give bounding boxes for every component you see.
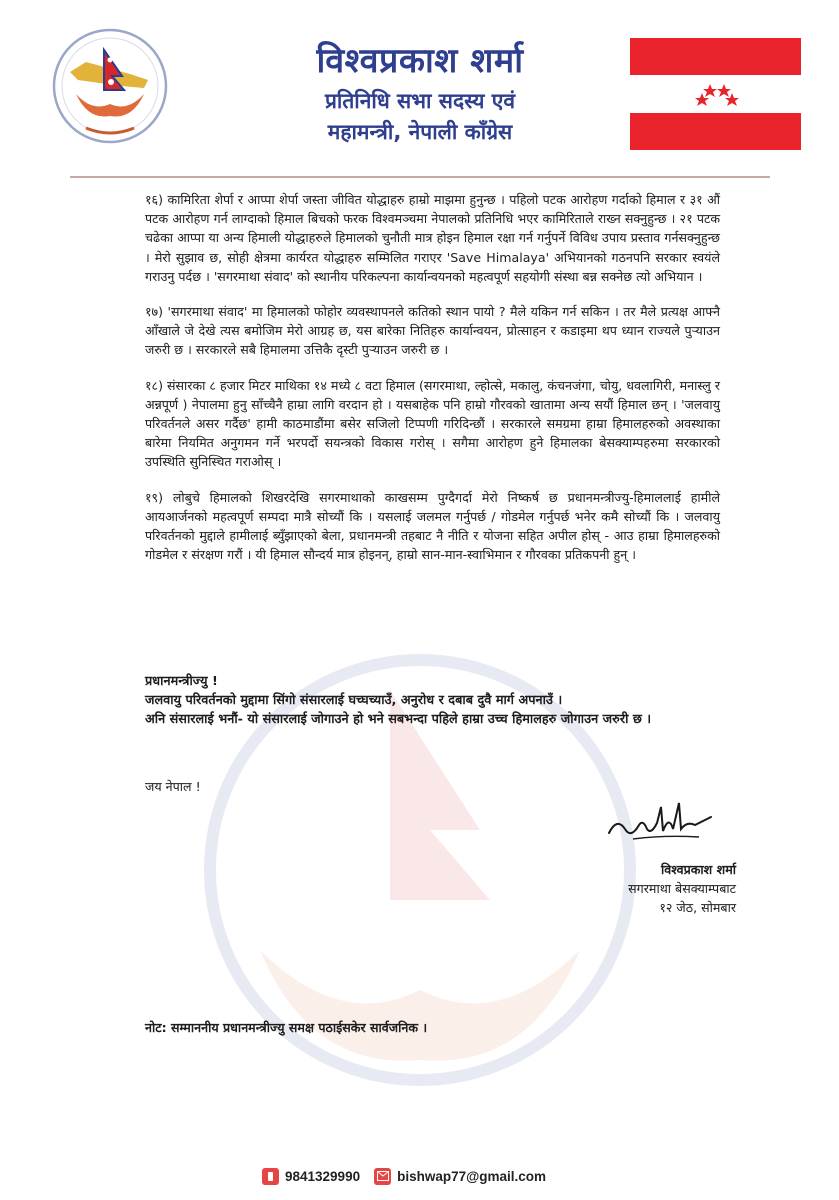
email-icon: [374, 1168, 391, 1185]
salutation: प्रधानमन्त्रीज्यु !: [145, 674, 218, 689]
appeal-line-2: अनि संसारलाई भनौं- यो संसारलाई जोगाउने हो भने सबभन्दा पहिले हाम्रा उच्च हिमालहरु जोगाउन जरुरी छ ।: [145, 712, 652, 727]
jai-nepal: जय नेपाल !: [145, 779, 201, 794]
party-logo-icon: [52, 28, 168, 144]
email-address: bishwap77@gmail.com: [397, 1168, 547, 1184]
author-titles: [260, 86, 580, 148]
handwritten-signature-icon: [603, 795, 723, 847]
letter-body: [145, 190, 720, 580]
paragraph-17: १७) 'सगरमाथा संवाद' मा हिमालको फोहोर व्यवस्थापनले कतिको स्थान पायो ? मैले यकिन गर्न सकिन । तर मैले प्रत्यक्ष आफ्नै आँखाले जे देखे त्यस बमोजिम मेरो आग्रह छ, यस बारेका नितिहरु कार्यान्वयन, प्रोत्साहन र कडाइमा थप ध्यान राज्यले पुऱ्याउन जरुरी छ । सरकारले सबै हिमालमा उत्तिकै दृस्टी पुऱ्याउन जरुरी छ ।: [145, 304, 720, 358]
note: नोट: सम्माननीय प्रधानमन्त्रीज्यु समक्ष पठाईसकेर सार्वजनिक ।: [145, 1020, 428, 1035]
signature-block: [596, 860, 736, 917]
appeal-line-1: जलवायु परिवर्तनको मुद्दामा सिंगो संसारलाई घच्घच्याउँ, अनुरोध र दबाब दुवै मार्ग अपनाउँ ।: [145, 693, 563, 708]
signatory-name: विश्वप्रकाश शर्मा: [660, 862, 736, 877]
title-line-2: महामन्त्री, नेपाली काँग्रेस: [327, 120, 513, 144]
title-line-1: प्रतिनिधि सभा सदस्य एवं: [324, 89, 516, 113]
paragraph-19: १९) लोबुचे हिमालको शिखरदेखि सगरमाथाको काखसम्म पुग्दैगर्दा मेरो निष्कर्ष छ प्रधानमन्त्रीज्यु-हिमाललाई हामीले आयआर्जनको महत्वपूर्ण सम्पदा मात्रै सोच्यौं कि । यसलाई जलमल गर्नुपर्छ / गोडमेल गर्नुपर्छ भनेर कमै सोच्यौं कि । जलवायु परिवर्तनको मुद्दाले हामीलाई ब्युँझाएको बेला, प्रधानमन्त्री तहबाट नै नीति र योजना सहित अपील होस् - आउ हाम्रा हिमालहरुको गोडमेल र संरक्षण गरौं । यी हिमाल सौन्दर्य मात्र होइनन्, हाम्रो सान-मान-स्वाभिमान र गौरवका प्रतिकपनी हुन् ।: [145, 489, 720, 563]
phone-icon: [262, 1168, 279, 1185]
party-flag-icon: [630, 38, 801, 150]
email-contact: [374, 1168, 546, 1185]
closing-appeal: [145, 672, 725, 729]
phone-number: 9841329990: [285, 1168, 361, 1184]
contact-footer: [262, 1164, 560, 1188]
author-name: विश्वप्रकाश शर्मा: [316, 41, 524, 81]
signatory-place: सगरमाथा बेसक्याम्पबाट: [628, 881, 736, 896]
phone-contact: [262, 1168, 360, 1185]
paragraph-16: १६) कामिरिता शेर्पा र आप्पा शेर्पा जस्ता जीवित योद्धाहरु हाम्रो माझमा हुनुन्छ । पहिलो पटक आरोहण गर्दाको हिमाल र ३१ औं पटक आरोहण गर्न लाग्दाको हिमाल बिचको फरक विश्वमञ्चमा नेपालको प्रतिनिधि भएर कामिरिताले राख्न सक्नुहुन्छ । २१ पटक चढेका आप्पा या अन्य हिमाली योद्धाहरुले हिमालको चुनौती मात्र होइन हिमाल रक्षा गर्न गर्नुपर्ने विविध उपाय प्रस्ताव गर्नसक्नुहुन्छ । मेरो सुझाव छ, सोही क्षेत्रमा कार्यरत योद्धाहरु सम्मिलित गराएर 'Save Himalaya' अभियानको गठनपनि सरकार स्वयंले गराउनु पर्दछ । 'सगरमाथा संवाद' को स्थानीय परिकल्पना कार्यान्वयनको महत्वपूर्ण सहयोगी संस्था बन्न सक्नेछ त्यो अभियान ।: [145, 192, 720, 284]
signatory-date: १२ जेठ, सोमबार: [659, 900, 736, 915]
header-divider: [70, 176, 770, 178]
paragraph-18: १८) संसारका ८ हजार मिटर माथिका १४ मध्ये ८ वटा हिमाल (सगरमाथा, ल्होत्से, मकालु, कंचनजंगा, चोयु, धवलागिरी, मनास्लु र अन्नपूर्ण ) नेपालमा हुनु साँच्चैनै हाम्रा लागि वरदान हो । यसबाहेक पनि हाम्रो गौरवको खातामा अन्य सयौं हिमाल छन् । 'जलवायु परिवर्तनले असर गर्दैछ' हामी काठमाडौंमा बसेर सजिलो टिप्पणी गरिदिन्छौं । सरकारले समग्रमा हाम्रा हिमालहरुको अवस्थाका बारेमा नियमित अनुगमन गर्ने भरपर्दो सयन्त्रको विकास गरोस् । सगैमा आरोहण हुने हिमालका बेसक्याम्पहरुमा सरकारको उपस्थिति सुनिस्चित गराओस् ।: [145, 377, 720, 470]
letterhead: [0, 0, 839, 175]
